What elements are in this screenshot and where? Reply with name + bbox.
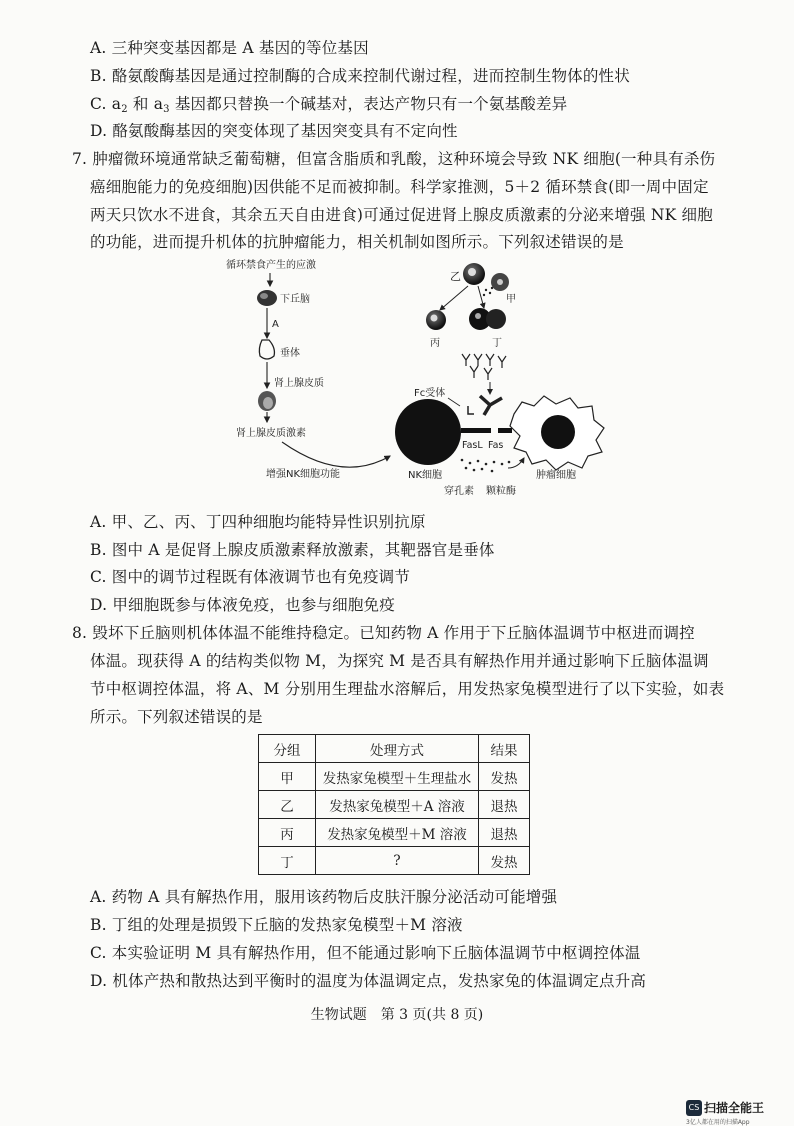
cell-yi-label: 乙: [450, 270, 461, 283]
q6-option-a: A. 三种突变基因都是 A 基因的等位基因: [90, 39, 369, 57]
q8-experiment-table: [258, 734, 530, 875]
table-cell: 发热家兔模型＋A 溶液: [316, 791, 479, 819]
q7-option-b: B. 图中 A 是促肾上腺皮质激素释放激素，其靶器官是垂体: [90, 541, 495, 559]
fasl-bar: [461, 428, 491, 433]
table-header: 分组: [259, 735, 316, 763]
table-cell: 甲: [259, 763, 316, 791]
corticosteroid-label: 肾上腺皮质激素: [236, 428, 306, 439]
table-cell: 乙: [259, 791, 316, 819]
table-cell: 丙: [259, 819, 316, 847]
granule-dots-icon: [461, 459, 511, 473]
watermark-tagline: 3亿人都在用的扫描App: [686, 1119, 750, 1126]
table-cell: ?: [316, 847, 479, 875]
table-row: [259, 791, 530, 819]
table-row: [259, 819, 530, 847]
cell-bing-icon: [426, 310, 446, 330]
table-header: 处理方式: [316, 735, 479, 763]
q8-option-b: B. 丁组的处理是损毁下丘脑的发热家兔模型＋M 溶液: [90, 916, 463, 934]
tumor-cell-icon: [510, 396, 604, 470]
table-row: [259, 847, 530, 875]
pituitary-label: 垂体: [280, 348, 300, 359]
q8-option-a: A. 药物 A 具有解热作用，服用该药物后皮肤汗腺分泌活动可能增强: [90, 888, 558, 906]
adrenal-cortex-label: 肾上腺皮质: [274, 378, 324, 389]
q6-option-c: C. $a_2$ 和 $a_3$ 基因都只替换一个碱基对，表达产物只有一个氨基酸差异: [90, 95, 568, 115]
q7-mechanism-diagram: [222, 256, 622, 504]
nk-cell-icon: [395, 399, 461, 465]
perforin-label: 穿孔素: [444, 486, 474, 497]
table-cell: 发热家兔模型＋生理盐水: [316, 763, 479, 791]
cell-jia-label: 甲: [506, 294, 516, 305]
granzyme-label: 颗粒酶: [486, 486, 516, 497]
table-cell: 发热家兔模型＋M 溶液: [316, 819, 479, 847]
hypothalamus-icon: [257, 290, 277, 306]
cell-ding-label: 丁: [492, 338, 502, 349]
stress-label: 循环禁食产生的应激: [226, 260, 316, 271]
q8-stem-line: 所示。下列叙述错误的是: [90, 708, 263, 726]
table-header: 结果: [479, 735, 530, 763]
table-cell: 发热: [479, 847, 530, 875]
pituitary-icon: [259, 340, 274, 359]
table-cell: 退热: [479, 819, 530, 847]
fc-receptor-label: Fc受体: [414, 388, 446, 399]
cell-jia-icon: [491, 273, 509, 291]
table-cell: 丁: [259, 847, 316, 875]
q8-stem-line: 节中枢调控体温，将 A、M 分别用生理盐水溶解后，用发热家兔模型进行了以下实验，如表: [90, 680, 725, 698]
q7-option-d: D. 甲细胞既参与体液免疫，也参与细胞免疫: [90, 596, 395, 614]
tumor-cell-label: 肿瘤细胞: [536, 470, 576, 481]
table-cell: 退热: [479, 791, 530, 819]
page-footer: 生物试题 第 3 页(共 8 页): [310, 1007, 484, 1023]
hormone-a-label: A: [272, 319, 279, 330]
q8-option-d: D. 机体产热和散热达到平衡时的温度为体温调定点，发热家兔的体温调定点升高: [90, 972, 647, 990]
antibody-icons: [462, 354, 506, 380]
q7-option-c: C. 图中的调节过程既有体液调节也有免疫调节: [90, 568, 411, 586]
antibody-bound-icon: [480, 396, 502, 415]
fas-label: Fas: [488, 440, 504, 451]
q8-stem-line: 体温。现获得 A 的结构类似物 M，为探究 M 是否具有解热作用并通过影响下丘脑体温调: [90, 652, 709, 670]
enhance-nk-label: 增强NK细胞功能: [266, 469, 341, 480]
q7-option-a: A. 甲、乙、丙、丁四种细胞均能特异性识别抗原: [90, 513, 426, 531]
cell-ding-icon: [469, 308, 506, 330]
scanner-watermark: [686, 1097, 790, 1126]
fasl-label: FasL: [462, 440, 483, 451]
table-row: [259, 763, 530, 791]
table-header-row: [259, 735, 530, 763]
signal-dots-icon: [483, 287, 493, 296]
q8-stem-line: 8. 毁坏下丘脑则机体体温不能维持稳定。已知药物 A 作用于下丘脑体温调节中枢进而调控: [72, 624, 695, 642]
cell-bing-label: 丙: [430, 338, 440, 349]
q7-stem-line: 的功能，进而提升机体的抗肿瘤能力，相关机制如图所示。下列叙述错误的是: [90, 233, 624, 251]
q8-option-c: C. 本实验证明 M 具有解热作用，但不能通过影响下丘脑体温调节中枢调控体温: [90, 944, 641, 962]
nk-cell-label: NK细胞: [408, 470, 443, 481]
hypothalamus-label: 下丘脑: [280, 294, 310, 305]
q7-stem-line: 癌细胞能力的免疫细胞)因供能不足而被抑制。科学家推测，5＋2 循环禁食(即一周中固定: [90, 178, 709, 196]
cell-yi-icon: [463, 263, 485, 285]
watermark-name: 扫描全能王: [704, 1101, 765, 1115]
q6-option-d: D. 酪氨酸酶基因的突变体现了基因突变具有不定向性: [90, 122, 458, 140]
q7-stem-line: 7. 肿瘤微环境通常缺乏葡萄糖，但富含脂质和乳酸，这种环境会导致 NK 细胞(一种具有杀伤: [72, 150, 716, 168]
adrenal-gland-icon: [258, 391, 276, 411]
q6-option-b: B. 酪氨酸酶基因是通过控制酶的合成来控制代谢过程，进而控制生物体的性状: [90, 67, 630, 85]
fas-bar: [498, 428, 512, 433]
camscanner-logo-icon: CS: [686, 1100, 702, 1116]
q7-stem-line: 两天只饮水不进食，其余五天自由进食)可通过促进肾上腺皮质激素的分泌来增强 NK 细胞: [90, 206, 713, 224]
table-cell: 发热: [479, 763, 530, 791]
